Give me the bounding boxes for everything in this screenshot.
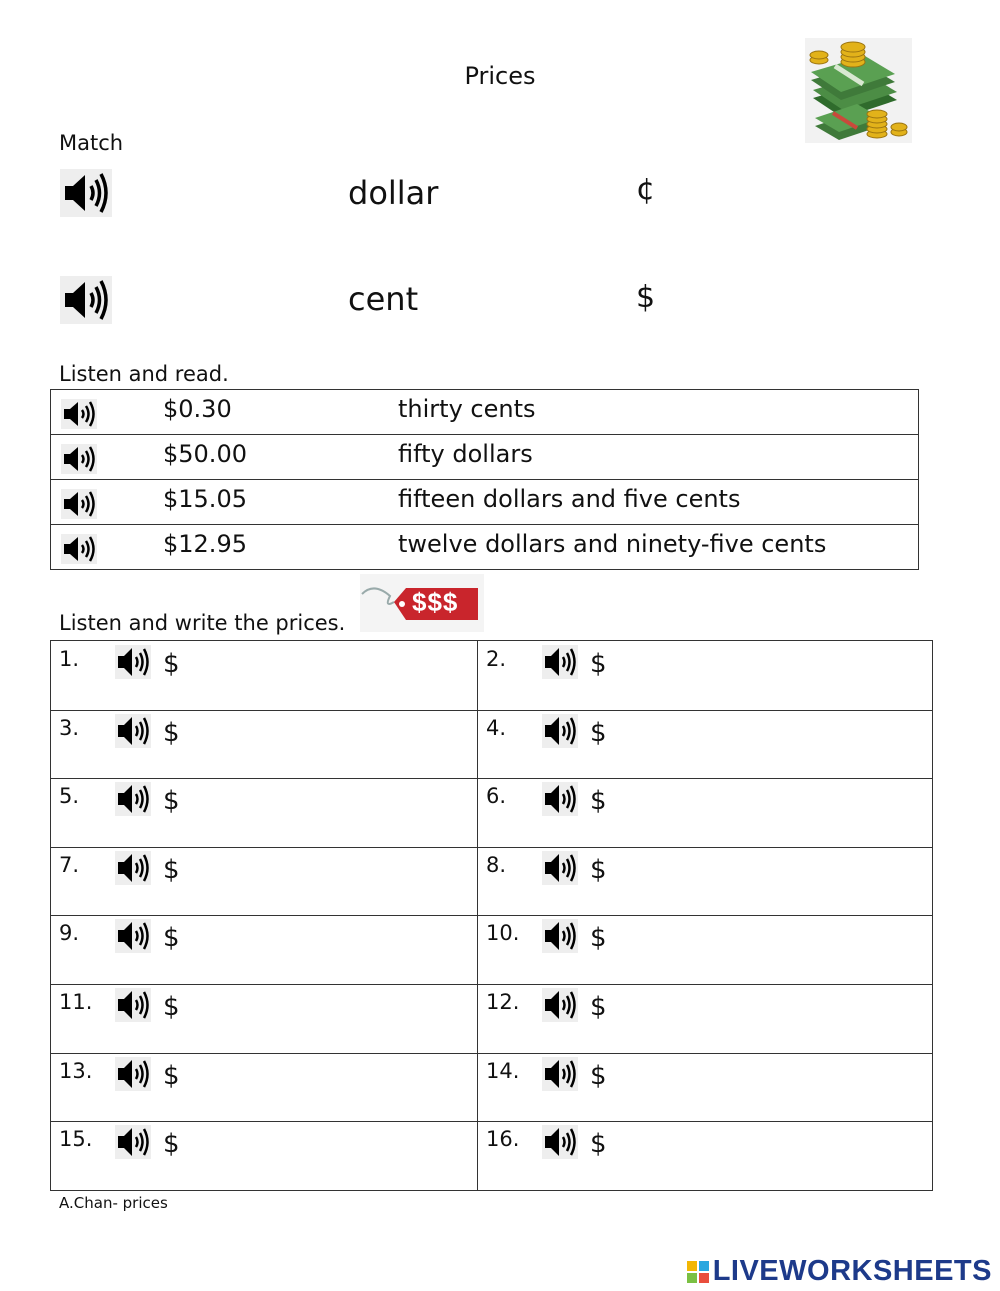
price-words: fifteen dollars and five cents — [398, 485, 741, 513]
speaker-icon[interactable] — [61, 534, 97, 564]
item-number: 14. — [486, 1059, 520, 1083]
dollar-sign: $ — [590, 786, 607, 816]
price-words: twelve dollars and ninety-five cents — [398, 530, 827, 558]
dollar-sign: $ — [163, 1129, 180, 1159]
item-number: 15. — [59, 1127, 93, 1151]
price-answer-cell[interactable] — [51, 1053, 477, 1122]
item-number: 11. — [59, 990, 93, 1014]
money-picture — [805, 38, 912, 143]
price-answer-cell[interactable] — [478, 778, 932, 847]
price-answer-cell[interactable] — [478, 1121, 932, 1190]
price-answer-cell[interactable] — [51, 915, 477, 984]
price-answer-cell[interactable] — [51, 1121, 477, 1190]
speaker-icon[interactable] — [115, 714, 151, 748]
dollar-sign: $ — [590, 992, 607, 1022]
item-number: 5. — [59, 784, 80, 808]
price-answer-cell[interactable] — [478, 915, 932, 984]
dollar-sign: $ — [163, 992, 180, 1022]
dollar-sign: $ — [590, 1129, 607, 1159]
speaker-icon[interactable] — [61, 444, 97, 474]
price-answer-cell[interactable] — [478, 847, 932, 916]
price-value: $0.30 — [163, 395, 232, 423]
brand-logo[interactable] — [687, 1255, 992, 1288]
price-answer-cell[interactable] — [51, 778, 477, 847]
price-answer-cell[interactable] — [51, 710, 477, 779]
dollar-sign: $ — [163, 1061, 180, 1091]
speaker-icon[interactable] — [542, 919, 578, 953]
speaker-icon[interactable] — [542, 645, 578, 679]
price-answer-cell[interactable] — [51, 984, 477, 1053]
item-number: 2. — [486, 647, 507, 671]
speaker-icon[interactable] — [542, 782, 578, 816]
match-word[interactable]: dollar — [348, 174, 439, 212]
speaker-icon[interactable] — [60, 276, 112, 324]
item-number: 16. — [486, 1127, 520, 1151]
listen-write-heading: Listen and write the prices. — [59, 611, 346, 635]
price-answer-cell[interactable] — [51, 847, 477, 916]
price-tag-text: $$$ — [412, 587, 459, 617]
listen-read-table — [50, 389, 919, 570]
speaker-icon[interactable] — [115, 782, 151, 816]
dollar-sign: $ — [590, 923, 607, 953]
price-answer-cell[interactable] — [51, 641, 477, 710]
dollar-sign: $ — [590, 718, 607, 748]
dollar-sign: $ — [163, 923, 180, 953]
item-number: 7. — [59, 853, 80, 877]
dollar-sign: $ — [163, 786, 180, 816]
dollar-sign: $ — [163, 855, 180, 885]
speaker-icon[interactable] — [61, 399, 97, 429]
match-symbol[interactable]: ¢ — [636, 172, 656, 207]
speaker-icon[interactable] — [115, 988, 151, 1022]
page-title: Prices — [464, 62, 536, 90]
match-word[interactable]: cent — [348, 280, 419, 318]
table-row — [51, 435, 918, 480]
footer-credit: A.Chan- prices — [59, 1194, 168, 1212]
price-answer-cell[interactable] — [478, 984, 932, 1053]
match-symbol[interactable]: $ — [636, 280, 656, 315]
speaker-icon[interactable] — [542, 988, 578, 1022]
speaker-icon[interactable] — [542, 1057, 578, 1091]
price-value: $50.00 — [163, 440, 247, 468]
item-number: 12. — [486, 990, 520, 1014]
dollar-sign: $ — [163, 649, 180, 679]
price-value: $15.05 — [163, 485, 247, 513]
price-words: fifty dollars — [398, 440, 533, 468]
speaker-icon[interactable] — [61, 489, 97, 519]
price-words: thirty cents — [398, 395, 536, 423]
speaker-icon[interactable] — [60, 169, 112, 217]
speaker-icon[interactable] — [115, 851, 151, 885]
item-number: 13. — [59, 1059, 93, 1083]
speaker-icon[interactable] — [115, 645, 151, 679]
speaker-icon[interactable] — [542, 714, 578, 748]
dollar-sign: $ — [590, 1061, 607, 1091]
table-row — [51, 525, 918, 569]
brand-name: LIVEWORKSHEETS — [712, 1255, 992, 1287]
item-number: 6. — [486, 784, 507, 808]
speaker-icon[interactable] — [542, 851, 578, 885]
dollar-sign: $ — [163, 718, 180, 748]
dollar-sign: $ — [590, 855, 607, 885]
listen-read-heading: Listen and read. — [59, 362, 229, 386]
item-number: 8. — [486, 853, 507, 877]
liveworksheets-logo-icon — [687, 1261, 709, 1283]
speaker-icon[interactable] — [115, 1057, 151, 1091]
speaker-icon[interactable] — [542, 1125, 578, 1159]
price-answer-cell[interactable] — [478, 641, 932, 710]
price-answer-cell[interactable] — [478, 710, 932, 779]
item-number: 1. — [59, 647, 80, 671]
item-number: 3. — [59, 716, 80, 740]
item-number: 4. — [486, 716, 507, 740]
item-number: 10. — [486, 921, 520, 945]
price-answer-cell[interactable] — [478, 1053, 932, 1122]
table-row — [51, 390, 918, 435]
price-tag-picture — [360, 574, 484, 632]
price-value: $12.95 — [163, 530, 247, 558]
item-number: 9. — [59, 921, 80, 945]
speaker-icon[interactable] — [115, 919, 151, 953]
speaker-icon[interactable] — [115, 1125, 151, 1159]
table-row — [51, 480, 918, 525]
listen-write-grid — [50, 640, 933, 1191]
match-heading: Match — [59, 131, 124, 155]
dollar-sign: $ — [590, 649, 607, 679]
